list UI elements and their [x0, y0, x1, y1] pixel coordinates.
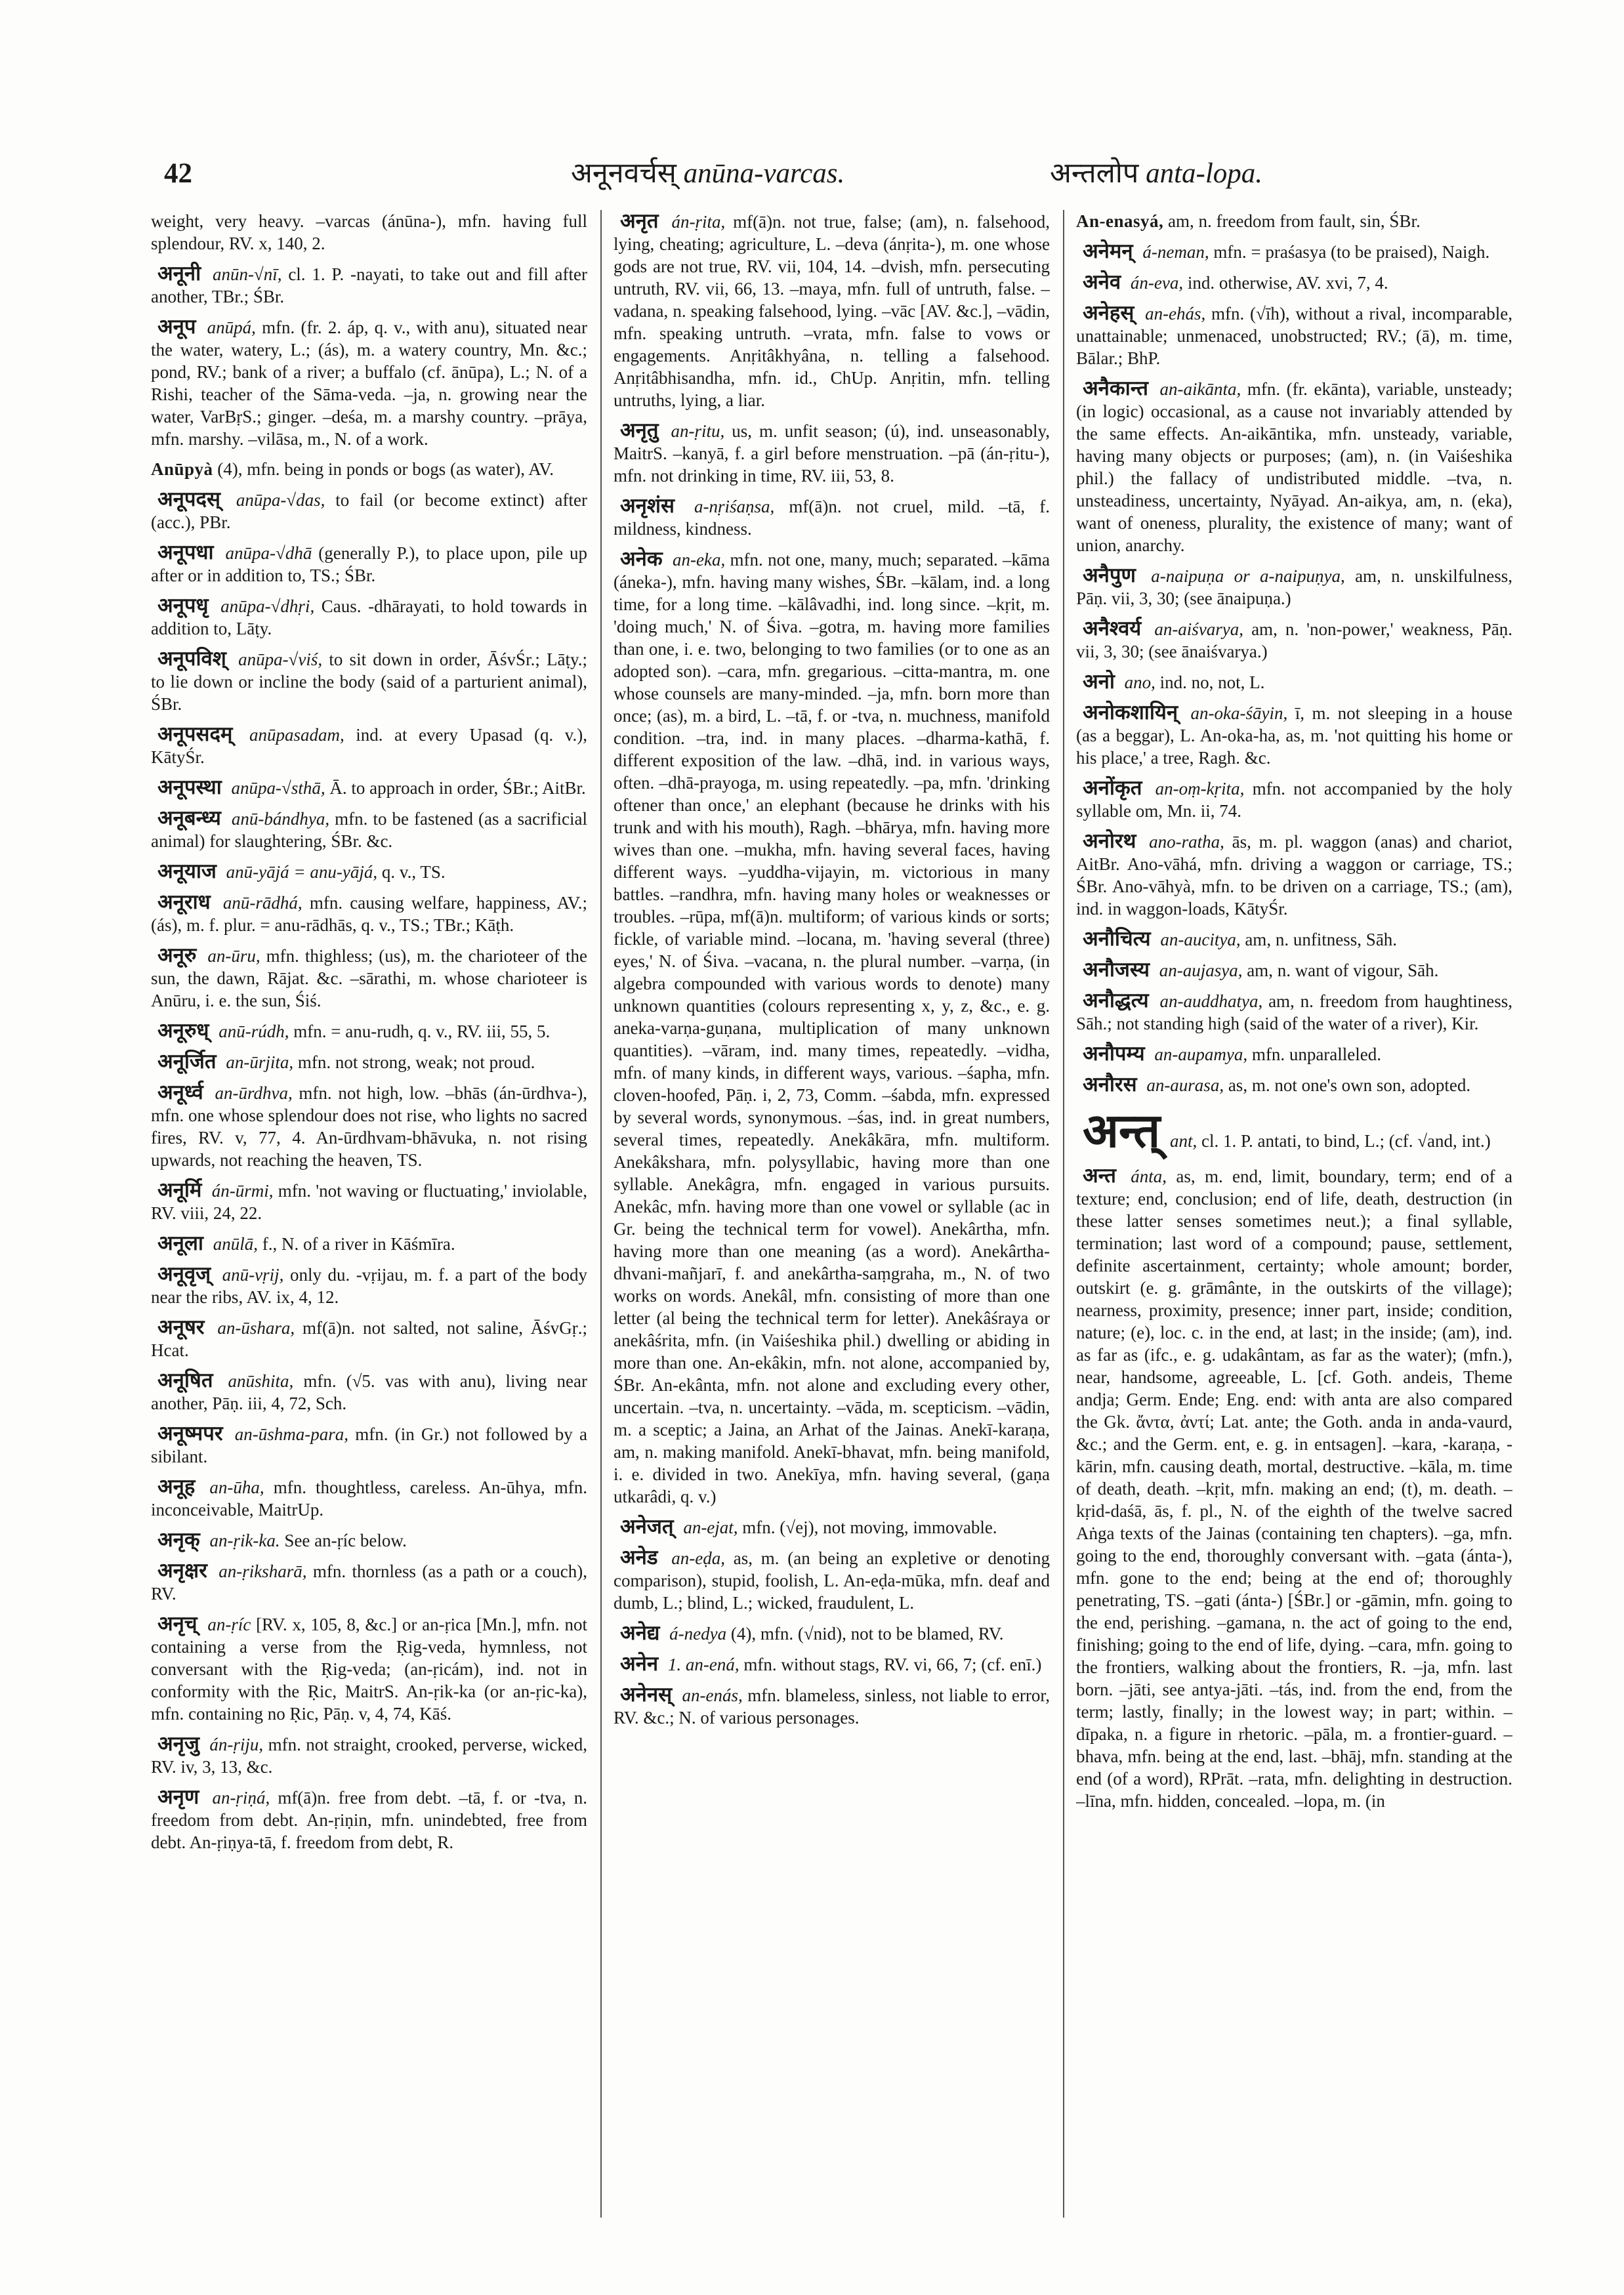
headword-transliteration: anū-bándhya, — [231, 809, 330, 829]
headword-transliteration: an-ehás, — [1145, 304, 1206, 323]
entry-definition: ī, m. not sleeping in a house (as a beggar), L. An-oka-ha, as, m. 'not quitting his home or his place,' a tree, Ragh. &c. — [1076, 703, 1512, 768]
left-guide-devanagari: अनूनवर्चस् — [571, 158, 677, 189]
entry-definition: mf(ā)n. free from debt. –tā, f. or -tva, n. freedom from debt. An-ṛiṇin, mfn. unindebted, free from debt. An-ṛiṇya-tā, f. freedom from debt, R. — [151, 1788, 587, 1852]
headword-devanagari: अनूपसदम् — [157, 722, 233, 746]
headword-transliteration: an-ūshma-para, — [234, 1424, 348, 1444]
dictionary-entry — [151, 1050, 587, 1073]
entry-definition: weight, very heavy. –varcas (ánūna-), mfn. having full splendour, RV. x, 140, 2. — [151, 211, 587, 253]
entry-definition: f., N. of a river in Kāśmīra. — [262, 1234, 455, 1254]
dictionary-entry — [151, 1613, 587, 1725]
entry-definition: mfn. not one, many, much; separated. –kāma (áneka-), mfn. having many wishes, ŚBr. –kālam, ind. a long time, for a long time. –kālâvadhi, ind. long since. –kṛit, m. 'doing much,' N. of Śiva. –gotra, m. having more families than one, i. e. two, belonging to two families (or to one as an adopted son). –cara, mfn. gregarious. –citta-mantra, m. one whose counsels are many-minded. –ja, mfn. born more than once; (as), m. a bird, L. –tā, f. or -tva, n. muchness, manifold condition. –tra, ind. in many places. –dharma-kathā, f. different exposition of the law. –dhā, ind. in various ways, often. –dhā-prayoga, m. using repeatedly. –pa, mfn. 'drinking oftener than once,' an elephant (because he drinks with his trunk and with his mouth), Ragh. –bhārya, mfn. having more wives than one. –mukha, mfn. having several faces, having different ways. –yuddha-vijayin, m. victorious in many battles. –randhra, mfn. having many holes or weaknesses or troubles. –rūpa, mf(ā)n. multiform; of various kinds or sorts; fickle, of variable mind. –locana, m. 'having several (three) eyes,' N. of Śiva. –vacana, n. the plural number. –varṇa, (in algebra compounded with various words to denote) many unknown quantities (colours representing x, y, z, &c., e. g. aneka-varṇa-guṇana, multiplication of many unknown quantities). –vāram, ind. many times, repeatedly. –vidha, mfn. of many kinds, in different ways, various. –śapha, mfn. cloven-hoofed, Pāṇ. i, 2, 73, Comm. –śabda, mfn. expressed by several words, synonymous. –śas, ind. in great numbers, several times, repeatedly. Anekâkāra, mfn. multiform. Anekâkshara, mfn. polysyllabic, having more than one syllable. Anekâgra, mfn. engaged in various pursuits. Anekâc, mfn. having more than one vowel or syllable (ac in Gr. being the technical term for vowel). Anekârtha, mfn. having more than one meaning (as a word). Anekârtha-dhvani-mañjarī, f. and anekârtha-saṃgraha, m., N. of two works on words. Anekâl, mfn. consisting of more than one letter (al being the technical term for letter). Anekâśraya or anekâśrita, mfn. (in Vaiśeshika phil.) dwelling or abiding in more than one. An-ekâkin, mfn. not alone, accompanied by, ŚBr. An-ekânta, mfn. not alone and excluding every other, uncertain. –tva, n. uncertainty. –vāda, m. scepticism. –vādin, m. a sceptic; a Jaina, an Arhat of the Jainas. Anekī-karaṇa, am, n. making manifold. Anekī-bhavat, mfn. being manifold, i. e. divided in two. Anekīya, mfn. having several, (gaṇa utkarâdi, q. v.) — [614, 550, 1050, 1506]
headword-devanagari: अनूह — [157, 1475, 196, 1499]
entry-definition: mfn. (√ej), not moving, immovable. — [742, 1518, 997, 1537]
headword-transliteration: anūpa-√das, — [236, 490, 325, 510]
dictionary-entry — [1076, 617, 1512, 663]
entry-definition: mfn. = praśasya (to be praised), Naigh. — [1213, 242, 1490, 262]
headword-devanagari: अनूवृज् — [157, 1262, 211, 1286]
headword-devanagari: अनेद्य — [620, 1621, 660, 1645]
entry-definition: mfn. 'not waving or fluctuating,' inviolable, RV. viii, 24, 22. — [151, 1181, 587, 1223]
dictionary-entry — [151, 1422, 587, 1468]
headword-devanagari: अनूषर — [157, 1315, 205, 1339]
headword-transliteration: an-ūshara, — [217, 1318, 295, 1338]
headword-devanagari: अनेक — [620, 547, 663, 571]
headword-transliteration: an-ūrdhva, — [215, 1083, 293, 1103]
headword-devanagari: अनेव — [1083, 270, 1121, 294]
entry-definition: only du. -vṛijau, m. f. a part of the body near the ribs, AV. ix, 4, 12. — [151, 1265, 587, 1307]
column-right — [1076, 210, 1512, 2231]
column-divider — [600, 210, 602, 2218]
dictionary-entry — [614, 1653, 1050, 1676]
headword-devanagari: अनृजु — [157, 1732, 199, 1756]
entry-definition: See an-ṛíc below. — [284, 1531, 407, 1550]
headword-devanagari: अनैपुण — [1083, 564, 1136, 587]
entry-definition: mfn. unparalleled. — [1251, 1044, 1382, 1064]
dictionary-entry — [151, 594, 587, 640]
headword-devanagari: अनौचित्य — [1083, 927, 1151, 951]
headword-devanagari: अनूर्जित — [157, 1050, 217, 1073]
right-guide-roman: anta-lopa. — [1146, 158, 1263, 189]
headword-transliteration: an-enás, — [682, 1685, 743, 1705]
entry-definition: (4), mfn. being in ponds or bogs (as water), AV. — [217, 459, 554, 479]
dictionary-entry — [614, 1546, 1050, 1614]
entry-definition: as, m. (an being an expletive or denoting comparison), stupid, foolish, L. An-eḍa-mūka, mfn. deaf and dumb, L.; blind, L.; wicked, fraudulent, L. — [614, 1548, 1050, 1613]
entry-definition: us, m. unfit season; (ú), ind. unseasonably, MaitrS. –kanyā, f. a girl before menstruation. –pā (án-ṛitu-), mfn. not drinking in time, RV. iii, 53, 8. — [614, 421, 1050, 486]
headword-transliteration: ano-ratha, — [1149, 832, 1224, 852]
headword-transliteration: an-ṛiksharā, — [219, 1561, 307, 1581]
headword-transliteration: anūn-√nī, — [212, 264, 282, 284]
dictionary-entry — [151, 316, 587, 450]
dictionary-entry — [151, 1020, 587, 1043]
headword-devanagari: अनूला — [157, 1231, 203, 1255]
headword-transliteration: án-ūrmi, — [211, 1181, 274, 1201]
headword-devanagari: अनूर्मि — [157, 1178, 202, 1202]
headword-devanagari: अनूपस्था — [157, 775, 222, 799]
dictionary-entry — [1076, 830, 1512, 920]
headword-transliteration: a-nṛiśaṇsa, — [694, 497, 775, 516]
right-guide-devanagari: अन्तलोप — [1050, 158, 1139, 189]
right-guide-word — [1050, 151, 1262, 197]
dictionary-entry — [1076, 701, 1512, 769]
headword-devanagari: अनूबन्ध्य — [157, 806, 221, 830]
headword-devanagari: अनोंकृत — [1083, 776, 1142, 800]
headword-transliteration: án-eva, — [1130, 273, 1184, 293]
headword-transliteration: ano, — [1124, 672, 1156, 692]
headword-transliteration: anūlā, — [213, 1234, 258, 1254]
headword-transliteration: an-ṛíc — [207, 1615, 251, 1634]
dictionary-entry — [151, 807, 587, 852]
dictionary-entry — [614, 1622, 1050, 1645]
dictionary-entry — [614, 548, 1050, 1508]
entry-definition: am, n. unskilfulness, Pāṇ. vii, 3, 30; (see ānaipuṇa.) — [1076, 566, 1512, 608]
entry-definition: am, n. freedom from fault, sin, ŚBr. — [1168, 211, 1421, 231]
headword-transliteration: an-ūha, — [209, 1478, 264, 1497]
dictionary-entry — [151, 1733, 587, 1778]
subentry-word: An-enasyá, — [1076, 211, 1164, 231]
entry-definition: to sit down in order, ĀśvŚr.; Lāṭy.; to lie down or incline the body (said of a parturient animal), ŚBr. — [151, 650, 587, 714]
headword-devanagari: अनेजत् — [620, 1515, 674, 1539]
headword-devanagari: अनौपम्य — [1083, 1042, 1145, 1065]
dictionary-entry — [1076, 928, 1512, 951]
dictionary-entry — [151, 1232, 587, 1255]
dictionary-entry — [151, 1369, 587, 1415]
entry-definition: to fail (or become extinct) after (acc.), PBr. — [151, 490, 587, 532]
headword-transliteration: anūshita, — [228, 1371, 294, 1391]
page-number: 42 — [164, 158, 192, 189]
headword-transliteration: an-auddhatya, — [1159, 991, 1263, 1011]
headword-transliteration: an-aucitya, — [1160, 930, 1241, 949]
dictionary-entry — [151, 1529, 587, 1552]
dictionary-entry — [151, 1316, 587, 1361]
dictionary-entry — [614, 419, 1050, 487]
entry-definition: (generally P.), to place upon, pile up after or in addition to, TS.; ŚBr. — [151, 543, 587, 585]
headword-devanagari: अनोरथ — [1083, 829, 1136, 853]
entry-definition: ind. at every Upasad (q. v.), KātyŚr. — [151, 725, 587, 767]
entry-definition: mfn. = anu-rudh, q. v., RV. iii, 55, 5. — [293, 1022, 551, 1041]
dictionary-entry — [151, 210, 587, 255]
headword-devanagari: अनौरस — [1083, 1073, 1137, 1096]
dictionary-entry — [614, 1684, 1050, 1729]
headword-devanagari: अनोकशायिन् — [1083, 701, 1178, 724]
headword-devanagari: अनृशंस — [620, 494, 675, 518]
entry-definition: Ā. to approach in order, ŚBr.; AitBr. — [329, 778, 586, 798]
dictionary-entry — [614, 495, 1050, 540]
headword-transliteration: án-ṛiju, — [209, 1735, 264, 1754]
dictionary-entry — [151, 541, 587, 587]
headword-transliteration: an-oṃ-kṛita, — [1155, 779, 1245, 798]
entry-definition: q. v., TS. — [381, 862, 446, 882]
headword-transliteration: anū-rúdh, — [219, 1022, 289, 1041]
headword-transliteration: an-ūru, — [207, 946, 260, 966]
headword-devanagari: अनैश्वर्य — [1083, 617, 1142, 640]
dictionary-entry — [1076, 302, 1512, 369]
entry-definition: as, m. not one's own son, adopted. — [1228, 1075, 1471, 1095]
headword-devanagari: अनूर्ध्व — [157, 1081, 203, 1104]
headword-transliteration: anū-rādhá, — [222, 893, 302, 913]
headword-devanagari: अनेनस् — [620, 1683, 673, 1706]
headword-devanagari: अनूपधृ — [157, 594, 209, 617]
entry-definition: mf(ā)n. not salted, not saline, ĀśvGṛ.; Hcat. — [151, 1318, 587, 1360]
headword-transliteration: an-ūrjita, — [226, 1052, 294, 1072]
headword-devanagari: अनो — [1083, 670, 1115, 693]
headword-devanagari: अनूपविश् — [157, 647, 226, 671]
entry-definition: mfn. blameless, sinless, not liable to error, RV. &c.; N. of various personages. — [614, 1685, 1050, 1727]
headword-transliteration: a-naipuṇa or a-naipuṇya, — [1151, 566, 1345, 586]
dictionary-entry — [151, 776, 587, 799]
entry-definition: am, n. 'non-power,' weakness, Pāṇ. vii, 3, 30; (see ānaiśvarya.) — [1076, 619, 1512, 661]
entry-definition: mfn. to be fastened (as a sacrificial animal) for slaughtering, ŚBr. &c. — [151, 809, 587, 851]
headword-devanagari: अनूयाज — [157, 859, 217, 883]
headword-transliteration: anūpa-√dhṛi, — [220, 596, 315, 616]
entry-definition: mf(ā)n. not true, false; (am), n. falsehood, lying, cheating; agriculture, L. –deva (ánṛita-), m. one whose gods are not true, RV. vii, 104, 14. –dvish, mfn. persecuting untruth, RV. vii, 66, 13. –maya, mfn. full of untruth, false. –vadana, n. speaking falsehood, lying. –vāc [AV. &c.], –vādin, mfn. speaking untruth. –vrata, mfn. false to vows or engagements. Anṛitâkhyâna, n. telling a falsehood. Anṛitâbhisandha, mfn. id., ChUp. Anṛitin, mfn. telling untruths, lying, a liar. — [614, 212, 1050, 410]
headword-devanagari: अनेन — [620, 1652, 659, 1676]
dictionary-entry — [151, 860, 587, 883]
dictionary-entry — [151, 488, 587, 533]
headword-devanagari: अनेमन् — [1083, 239, 1133, 263]
dictionary-entry — [151, 1560, 587, 1605]
headword-transliteration: an-ṛiṇá, — [212, 1788, 270, 1808]
dictionary-entry — [151, 458, 587, 480]
entry-definition: ind. otherwise, AV. xvi, 7, 4. — [1187, 273, 1388, 293]
left-guide-word — [571, 151, 844, 197]
entry-definition: as, m. end, limit, boundary, term; end of a texture; end, conclusion; end of life, death, destruction (in these latter senses sometimes neut.); a final syllable, termination; last word of a compound; pause, settlement, definite ascertainment, certainty; whole amount; border, outskirt (e. g. grāmânte, in the outskirts of the village); nearness, proximity, presence; inner part, inside; condition, nature; (e), loc. c. in the end, at last; in the inside; (am), ind. as far as (ifc., e. g. udakântam, as far as the water); (mfn.), near, handsome, agreeable, L. [cf. Goth. andeis, Theme andja; Germ. Ende; Eng. end: with anta are also compared the Gk. ἄντα, ἀντί; Lat. ante; the Goth. anda in anda-vaurd, &c.; and the Germ. ent, e. g. in entsagen]. –kara, -karaṇa, -kārin, mfn. causing death, mortal, destructive. –kāla, m. time of death, death. –kṛit, mfn. making an end; (t), m. death. –kṛid-daśā, ās, f. pl., N. of the eighth of the twelve sacred Aṅga texts of the Jainas (containing ten chapters). –ga, mfn. going to the end, thoroughly conversant with. –gata (ánta-), mfn. gone to the end; being at the end of; thoroughly penetrating, TS. –gati (ánta-) [ŚBr.] or -gāmin, mfn. going to the end, perishing. –gamana, n. the act of going to the end, finishing; going to the end of life, dying. –cara, mfn. going to the frontiers, walking about the frontiers, R. –ja, mfn. last born. –jāti, see antya-jāti. –tás, ind. from the end, from the term; lastly, finally; in the lowest way; in part; within. –dīpaka, n. a figure in rhetoric. –pāla, m. a frontier-guard. –bhava, mfn. being at the end, last. –bhāj, mfn. standing at the end (of a word), RPrāt. –rata, mfn. delighting in destruction. –līna, mfn. hidden, concealed. –lopa, m. (in — [1076, 1167, 1512, 1811]
headword-devanagari: अनृच् — [157, 1612, 198, 1636]
headword-transliteration: anūpá, — [207, 318, 256, 337]
left-guide-roman: anūna-varcas. — [683, 158, 845, 189]
headword-devanagari: अनौद्धत्य — [1083, 989, 1149, 1012]
dictionary-entry — [151, 944, 587, 1012]
dictionary-entry — [1076, 1165, 1512, 1812]
dictionary-entry — [151, 891, 587, 936]
headword-transliteration: anūpa-√sthā, — [231, 778, 325, 798]
headword-devanagari: अनैकान्त — [1083, 377, 1148, 400]
headword-transliteration: á-neman, — [1142, 242, 1209, 262]
headword-transliteration: ánta, — [1131, 1167, 1167, 1186]
headword-transliteration: an-aiśvarya, — [1154, 619, 1244, 639]
dictionary-entry — [1076, 564, 1512, 610]
dictionary-entry — [151, 1476, 587, 1521]
entry-definition: mfn. causing welfare, happiness, AV.; (ás), m. f. plur. = anu-rādhās, q. v., TS.; TBr.; Kāṭh. — [151, 893, 587, 935]
subentry-word: Anūpyà — [151, 459, 213, 479]
entry-definition: mfn. not strong, weak; not proud. — [297, 1052, 535, 1072]
entry-definition: mfn. not high, low. –bhās (án-ūrdhva-), mfn. one whose splendour does not rise, who lights no sacred fires, RV. v, 77, 4. An-ūrdhvam-bhāvuka, n. not rising upwards, not reaching the heaven, TS. — [151, 1083, 587, 1170]
entry-definition: cl. 1. P. -nayati, to take out and fill after another, TBr.; ŚBr. — [151, 264, 587, 306]
headword-transliteration: ant, — [1169, 1131, 1197, 1151]
headword-transliteration: á-nedya — [669, 1624, 727, 1644]
dictionary-entry — [1076, 777, 1512, 822]
headword-devanagari: अनृत — [620, 210, 659, 233]
entry-definition: mfn. (√5. vas with anu), living near another, Pāṇ. iii, 4, 72, Sch. — [151, 1371, 587, 1413]
dictionary-entry — [1076, 271, 1512, 294]
dictionary-entry — [151, 262, 587, 308]
entry-definition: mfn. (in Gr.) not followed by a sibilant. — [151, 1424, 587, 1466]
headword-transliteration: an-aujasya, — [1159, 961, 1243, 980]
dictionary-entry — [151, 1263, 587, 1308]
entry-definition: am, n. want of vigour, Sāh. — [1247, 961, 1439, 980]
dictionary-entry — [151, 648, 587, 715]
entry-definition: mf(ā)n. not cruel, mild. –tā, f. mildness, kindness. — [614, 497, 1050, 539]
headword-devanagari: अनूराध — [157, 890, 211, 914]
headword-devanagari: अनूपधा — [157, 541, 214, 564]
dictionary-entry — [151, 723, 587, 768]
headword-devanagari: अनृक् — [157, 1528, 200, 1552]
headword-transliteration: an-eḍa, — [671, 1548, 725, 1568]
headword-transliteration: an-eka, — [673, 550, 726, 569]
entry-definition: mfn. thornless (as a path or a couch), RV. — [151, 1561, 587, 1603]
dictionary-entry — [614, 1516, 1050, 1539]
headword-devanagari: अनूप — [157, 315, 196, 339]
column-left — [151, 210, 587, 2231]
entry-definition: mfn. (fr. 2. áp, q. v., with anu), situated near the water, watery, L.; (ás), m. a watery country, Mn. &c.; pond, RV.; bank of a river; a buffalo (cf. ānūpa), L.; N. of a Rishi, teacher of the Sāma-veda. –ja, n. growing near the water, VarBṛS.; ginger. –deśa, m. a marshy country. –prāya, mfn. marshy. –vilāsa, m., N. of a work. — [151, 318, 587, 449]
entry-definition: [RV. x, 105, 8, &c.] or an-ṛica [Mn.], mfn. not containing a verse from the Ṛig-veda, hymnless, not conversant with the Ṛig-veda; (an-ṛicám), ind. not in conformity with the Ṛic, MaitrS. An-ṛik-ka (or an-ṛic-ka), mfn. containing no Ṛic, Pāṇ. v, 4, 74, Kāś. — [151, 1615, 587, 1724]
headword-transliteration: anūpa-√viś, — [238, 650, 323, 669]
dictionary-entry — [1076, 377, 1512, 556]
entry-definition: mfn. (√īh), without a rival, incomparable, unattainable; unmenaced, unobstructed; RV.; (ā), m. time, Bālar.; BhP. — [1076, 304, 1512, 368]
headword-transliteration: an-aupamya, — [1154, 1044, 1248, 1064]
dictionary-entry — [1076, 1073, 1512, 1096]
dictionary-entry — [1076, 240, 1512, 263]
headword-transliteration: an-aurasa, — [1146, 1075, 1224, 1095]
entry-definition: mfn. not accompanied by the holy syllable om, Mn. ii, 74. — [1076, 779, 1512, 821]
entry-definition: mfn. not straight, crooked, perverse, wicked, RV. iv, 3, 13, &c. — [151, 1735, 587, 1777]
headword-devanagari: अनेहस् — [1083, 301, 1135, 325]
entry-definition: mfn. thighless; (us), m. the charioteer of the sun, the dawn, Rājat. &c. –sārathi, m. whose charioteer is Anūru, i. e. the sun, Śiś. — [151, 946, 587, 1010]
headword-devanagari: अनूषित — [157, 1369, 213, 1392]
entry-definition: (4), mfn. (√nid), not to be blamed, RV. — [730, 1624, 1004, 1644]
headword-devanagari: अनूनी — [157, 262, 201, 285]
entry-definition: mfn. without stags, RV. vi, 66, 7; (cf. enī.) — [743, 1655, 1042, 1674]
headword-transliteration: anūpa-√dhā — [225, 543, 312, 563]
headword-devanagari: अनौजस्य — [1083, 958, 1150, 982]
entry-definition: mfn. thoughtless, careless. An-ūhya, mfn. inconceivable, MaitrUp. — [151, 1478, 587, 1520]
headword-devanagari: अनृतु — [620, 419, 659, 442]
entry-definition: am, n. freedom from haughtiness, Sāh.; not standing high (said of the water of a river), Kir. — [1076, 991, 1512, 1033]
entry-definition: ās, m. pl. waggon (anas) and chariot, AitBr. Ano-vāhá, mfn. driving a waggon or carriage, TS.; ŚBr. Ano-vāhyà, mfn. to be driven on a carriage, TS.; (am), ind. in waggon-loads, KātyŚr. — [1076, 832, 1512, 919]
dictionary-entry — [1076, 959, 1512, 982]
headword-devanagari: अनूपदस् — [157, 487, 220, 511]
headword-transliteration: anūpasadam, — [249, 725, 344, 745]
headword-transliteration: an-ṛitu, — [671, 421, 725, 441]
headword-devanagari: अनृण — [157, 1785, 199, 1809]
entry-definition: ind. no, not, L. — [1159, 672, 1265, 692]
text-columns — [151, 210, 1516, 2231]
headword-devanagari: अनूष्मपर — [157, 1422, 223, 1445]
entry-definition: cl. 1. P. antati, to bind, L.; (cf. √and, int.) — [1201, 1131, 1491, 1151]
dictionary-page — [151, 151, 1516, 2237]
column-divider — [1063, 210, 1064, 2218]
headword-devanagari: अनूरुध् — [157, 1019, 209, 1043]
running-header — [151, 151, 1516, 197]
headword-devanagari: अन्त — [1083, 1164, 1116, 1188]
dictionary-entry — [151, 1786, 587, 1853]
headword-devanagari-large: अन्त् — [1083, 1103, 1161, 1158]
headword-transliteration: an-ṛik-ka. — [209, 1531, 280, 1550]
dictionary-entry — [1076, 210, 1512, 232]
headword-transliteration: anū-vṛij, — [222, 1265, 284, 1285]
headword-transliteration: anū-yājá = anu-yājá, — [226, 862, 378, 882]
dictionary-entry — [614, 210, 1050, 411]
headword-transliteration: an-oka-śāyin, — [1190, 703, 1288, 723]
headword-devanagari: अनेड — [620, 1546, 658, 1569]
entry-definition: am, n. unfitness, Sāh. — [1245, 930, 1398, 949]
entry-definition: mfn. (fr. ekānta), variable, unsteady; (in logic) occasional, as a cause not invariably attended by the same effects. An-aikāntika, mfn. unsteady, variable, having many objects or purposes; (am), n. (in Vaiśeshika phil.) the fallacy of undistributed middle. –tva, n. unsteadiness, uncertainty, Nyāyad. An-aikya, am, n. (eka), want of oneness, plurality, the existence of many; want of union, anarchy. — [1076, 379, 1512, 555]
headword-transliteration: án-ṛita, — [671, 212, 726, 232]
dictionary-entry — [151, 1179, 587, 1224]
headword-devanagari: अनूरु — [157, 943, 197, 967]
dictionary-entry — [1076, 671, 1512, 693]
dictionary-entry — [1076, 1104, 1512, 1157]
entry-definition: Caus. -dhārayati, to hold towards in addition to, Lāṭy. — [151, 596, 587, 638]
headword-devanagari: अनृक्षर — [157, 1559, 207, 1582]
dictionary-entry — [1076, 989, 1512, 1035]
dictionary-entry — [151, 1081, 587, 1171]
headword-transliteration: an-ejat, — [683, 1518, 738, 1537]
dictionary-entry — [1076, 1043, 1512, 1065]
headword-transliteration: 1. an-ená, — [667, 1655, 739, 1674]
headword-transliteration: an-aikānta, — [1159, 379, 1241, 399]
column-middle — [614, 210, 1050, 2231]
